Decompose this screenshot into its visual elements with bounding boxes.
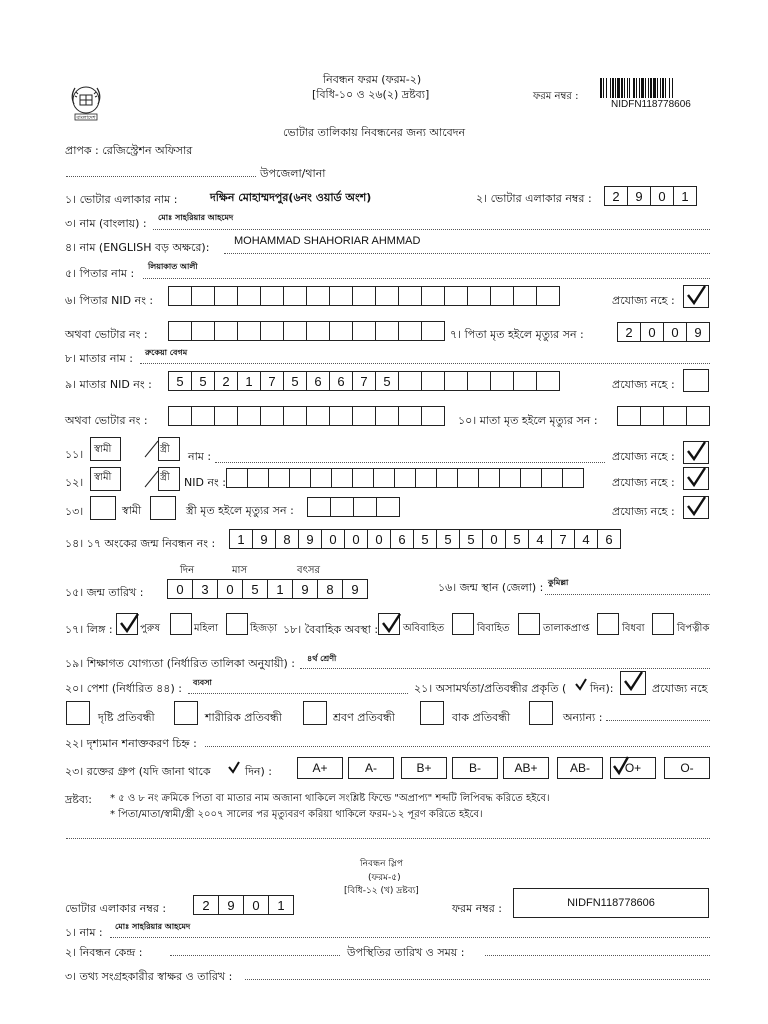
checkmark-icon	[574, 677, 588, 691]
digit-box[interactable]: 0	[321, 529, 345, 549]
marital-widower-label: বিপত্নীক	[677, 623, 710, 634]
disability-speech-label: বাক প্রতিবন্ধী	[452, 711, 511, 724]
birth-reg-boxes[interactable]	[229, 529, 621, 549]
blood-group-abpos[interactable]: AB+	[503, 757, 549, 779]
marital-unmarried-checkbox[interactable]	[378, 613, 400, 635]
checkmark-icon	[622, 670, 644, 692]
digit-box[interactable]: 0	[167, 579, 193, 599]
digit-box[interactable]: 9	[686, 322, 710, 342]
voter-area-name-label: ১। ভোটার এলাকার নাম :	[65, 193, 178, 206]
digit-box[interactable]	[352, 286, 376, 306]
blood-group-apos[interactable]: A+	[297, 757, 343, 779]
disability-other-checkbox[interactable]	[529, 701, 553, 725]
slip-area-no-label: ভোটার এলাকার নম্বর :	[65, 902, 167, 915]
digit-box[interactable]: 0	[640, 322, 664, 342]
spouse-nid-label: NID নং :	[184, 476, 226, 489]
spouse-name-na-label: প্রযোজ্য নহে :	[612, 450, 675, 463]
blood-group-label: ২৩। রক্তের গ্রুপ (যদি জানা থাকে	[65, 765, 211, 778]
birth-place-value[interactable]: কুমিল্লা	[548, 578, 569, 587]
digit-box[interactable]	[310, 468, 332, 488]
digit-box[interactable]: 8	[317, 579, 343, 599]
digit-box[interactable]	[499, 468, 521, 488]
digit-box[interactable]	[398, 371, 422, 391]
father-name-label: ৫। পিতার নাম :	[65, 267, 135, 280]
digit-box[interactable]	[331, 468, 353, 488]
mother-nid-na-label: প্রযোজ্য নহে :	[612, 378, 675, 391]
digit-box[interactable]	[306, 286, 330, 306]
mother-na-checkbox[interactable]	[683, 369, 709, 392]
digit-box[interactable]: 0	[482, 529, 506, 549]
digit-box[interactable]: 5	[242, 579, 268, 599]
occupation-label: ২০। পেশা (নির্ধারিত ৪৪) :	[65, 682, 182, 695]
digit-box[interactable]	[421, 286, 445, 306]
disability-label: ২১। অসামর্থতা/প্রতিবন্ধীর প্রকৃতি (	[414, 682, 567, 695]
digit-box[interactable]	[306, 406, 330, 426]
spouse-nid-number: ১২।	[65, 476, 84, 489]
marital-widow-label: বিধবা	[622, 623, 645, 634]
marital-label: ১৮। বৈবাহিক অবস্থা :	[283, 623, 379, 636]
digit-box[interactable]: 7	[260, 371, 284, 391]
digit-box[interactable]	[247, 468, 269, 488]
father-nid-boxes[interactable]	[168, 286, 560, 306]
digit-box[interactable]	[329, 321, 353, 341]
spouse-nid-boxes[interactable]	[226, 468, 584, 488]
digit-box[interactable]	[436, 468, 458, 488]
digit-box[interactable]: 2	[604, 186, 628, 206]
digit-box[interactable]	[352, 321, 376, 341]
father-na-checkbox[interactable]	[683, 285, 709, 308]
digit-box[interactable]: 1	[267, 579, 293, 599]
note-2: * পিতা/মাতা/স্বামী/স্ত্রী ২০০৭ সালের পর মৃত্যুবরণ করিয়া থাকিলে ফরম-১২ পূরণ করিতে হইবে।	[110, 809, 483, 820]
digit-box[interactable]: 2	[214, 371, 238, 391]
digit-box[interactable]	[168, 321, 192, 341]
digit-box[interactable]: 1	[229, 529, 253, 549]
digit-box[interactable]	[289, 468, 311, 488]
father-nid-label: ৬। পিতার NID নং :	[65, 294, 154, 307]
digit-box[interactable]: 5	[413, 529, 437, 549]
marital-married-checkbox[interactable]	[452, 613, 474, 635]
digit-box[interactable]	[415, 468, 437, 488]
digit-box[interactable]	[394, 468, 416, 488]
digit-box[interactable]	[260, 406, 284, 426]
blood-group-label-end: দিন) :	[245, 765, 272, 778]
spouse-nid-na-checkbox[interactable]	[683, 467, 709, 490]
digit-box[interactable]	[541, 468, 563, 488]
spouse-nid-na-label: প্রযোজ্য নহে :	[612, 476, 675, 489]
digit-box[interactable]: 5	[375, 371, 399, 391]
disability-speech-checkbox[interactable]	[420, 701, 444, 725]
disability-na-checkbox[interactable]	[620, 671, 646, 695]
digit-box[interactable]: 5	[459, 529, 483, 549]
birth-place-label: ১৬। জন্ম স্থান (জেলা) :	[438, 581, 544, 594]
digit-box[interactable]	[237, 286, 261, 306]
digit-box[interactable]	[329, 286, 353, 306]
marital-married-label: বিবাহিত	[477, 623, 510, 634]
digit-box[interactable]	[467, 286, 491, 306]
digit-box[interactable]	[478, 468, 500, 488]
spouse-nid-wife[interactable]: স্ত্রী	[160, 472, 170, 483]
voter-area-name-value[interactable]: দক্ষিন মোহাম্মদপুর(৬নং ওয়ার্ড অংশ)	[210, 191, 372, 204]
form-rule: [বিধি-১০ ও ২৬(২) দ্রষ্টব্য]	[312, 88, 430, 101]
digit-box[interactable]: 1	[268, 895, 294, 915]
digit-box[interactable]	[214, 406, 238, 426]
voter-area-number-boxes[interactable]	[604, 186, 697, 206]
spouse-name-label: নাম :	[188, 450, 212, 463]
spouse-death-wife-checkbox[interactable]	[150, 496, 176, 520]
checkmark-icon	[685, 440, 707, 462]
digit-box[interactable]	[536, 371, 560, 391]
digit-box[interactable]: 9	[292, 579, 318, 599]
digit-box[interactable]	[375, 406, 399, 426]
digit-box[interactable]	[617, 406, 641, 426]
digit-box[interactable]	[490, 371, 514, 391]
digit-box[interactable]	[562, 468, 584, 488]
digit-box[interactable]: 0	[663, 322, 687, 342]
digit-box[interactable]	[398, 286, 422, 306]
digit-box[interactable]: 0	[650, 186, 674, 206]
digit-box[interactable]	[421, 406, 445, 426]
digit-box[interactable]	[457, 468, 479, 488]
digit-box[interactable]: 6	[390, 529, 414, 549]
digit-box[interactable]	[640, 406, 664, 426]
identification-mark-label: ২২। দৃশ্যমান শনাক্তকরণ চিহ্ন :	[65, 737, 197, 750]
digit-box[interactable]	[283, 406, 307, 426]
application-title: ভোটার তালিকায় নিবন্ধনের জন্য আবেদন	[283, 126, 466, 139]
slip-form-no: (ফরম-৫)	[368, 873, 401, 883]
digit-box[interactable]	[686, 406, 710, 426]
digit-box[interactable]	[214, 321, 238, 341]
digit-box[interactable]	[307, 497, 331, 517]
marital-widow-checkbox[interactable]	[597, 613, 619, 635]
barcode	[600, 78, 714, 98]
checkmark-icon	[685, 495, 707, 517]
name-bangla-label: ৩। নাম (বাংলায়) :	[65, 217, 147, 230]
slip-center-label: ২। নিবন্ধন কেন্দ্র :	[65, 946, 143, 959]
digit-box[interactable]: 4	[528, 529, 552, 549]
disability-physical-label: শারীরিক প্রতিবন্ধী	[205, 711, 282, 724]
note-1: * ৫ ও ৮ নং ক্রমিকে পিতা বা মাতার নাম অজানা থাকিলে সংশ্লিষ্ট ফিল্ডে "অপ্রাপ্য" শব্দটি লিপিবদ্ধ করিতে হইবে।	[110, 793, 550, 804]
spouse-death-husband-label: স্বামী	[122, 504, 142, 517]
marital-divorced-checkbox[interactable]	[518, 613, 540, 635]
spouse-name-na-checkbox[interactable]	[683, 441, 709, 464]
marital-divorced-label: তালাকপ্রাপ্ত	[543, 623, 590, 634]
digit-box[interactable]: 0	[217, 579, 243, 599]
checkmark-icon	[118, 612, 140, 634]
digit-box[interactable]: 8	[275, 529, 299, 549]
disability-visual-checkbox[interactable]	[66, 701, 90, 725]
spouse-death-year-boxes[interactable]	[307, 497, 400, 517]
digit-box[interactable]: 7	[352, 371, 376, 391]
slip-attendance-label: উপস্থিতির তারিখ ও সময় :	[347, 946, 465, 959]
gender-label: ১৭। লিঙ্গ :	[65, 623, 113, 636]
slip-form-no-label: ফরম নম্বর :	[452, 902, 502, 915]
digit-box[interactable]: 0	[243, 895, 269, 915]
marital-widower-checkbox[interactable]	[652, 613, 674, 635]
slip-signature-label: ৩। তথ্য সংগ্রহকারীর স্বাক্ষর ও তারিখ :	[65, 970, 233, 983]
spouse-death-number: ১৩।	[65, 505, 84, 518]
digit-box[interactable]: 9	[252, 529, 276, 549]
occupation-value[interactable]: ব্যবসা	[193, 678, 212, 687]
name-bangla-value[interactable]: মোঃ সাহরিয়ার আহমেদ	[158, 213, 234, 222]
checkmark-icon	[612, 756, 630, 776]
digit-box[interactable]	[513, 371, 537, 391]
spouse-name-husband[interactable]: স্বামী	[94, 444, 112, 455]
mother-death-year-label: ১০। মাতা মৃত হইলে মৃত্যুর সন :	[458, 414, 598, 427]
dob-month-heading: মাস	[232, 565, 248, 576]
disability-na-label: প্রযোজ্য নহে	[652, 682, 708, 695]
digit-box[interactable]	[373, 468, 395, 488]
blood-group-bpos[interactable]: B+	[401, 757, 447, 779]
disability-other-label: অন্যান্য :	[563, 711, 603, 724]
recipient: প্রাপক : রেজিস্ট্রেশন অফিসার	[65, 144, 193, 157]
spouse-death-na-checkbox[interactable]	[683, 496, 709, 519]
logo-caption: বাংলাদেশ	[76, 115, 96, 121]
blood-group-bneg[interactable]: B-	[452, 757, 498, 779]
dob-label: ১৫। জন্ম তারিখ :	[65, 586, 144, 599]
gender-female-label: মহিলা	[194, 623, 219, 634]
digit-box[interactable]: 0	[367, 529, 391, 549]
digit-box[interactable]	[283, 286, 307, 306]
disability-hearing-checkbox[interactable]	[303, 701, 327, 725]
mother-voter-no-label: অথবা ভোটার নং :	[65, 414, 148, 427]
digit-box[interactable]	[513, 286, 537, 306]
digit-box[interactable]	[375, 321, 399, 341]
digit-box[interactable]	[191, 321, 215, 341]
digit-box[interactable]	[421, 371, 445, 391]
digit-box[interactable]	[191, 286, 215, 306]
slip-rule: [বিধি-১২ (খ) দ্রষ্টব্য]	[344, 886, 419, 896]
father-death-year-label: ৭। পিতা মৃত হইলে মৃত্যুর সন :	[450, 328, 584, 341]
digit-box[interactable]: 6	[306, 371, 330, 391]
slip-name-label: ১। নাম :	[65, 926, 103, 939]
digit-box[interactable]: 9	[218, 895, 244, 915]
digit-box[interactable]	[268, 468, 290, 488]
digit-box[interactable]	[352, 406, 376, 426]
digit-box[interactable]: 1	[673, 186, 697, 206]
digit-box[interactable]	[444, 286, 468, 306]
digit-box[interactable]	[260, 321, 284, 341]
spouse-death-husband-checkbox[interactable]	[90, 496, 116, 520]
blood-group-aneg[interactable]: A-	[348, 757, 394, 779]
upazila-label: উপজেলা/থানা	[260, 167, 326, 180]
digit-box[interactable]	[330, 497, 354, 517]
digit-box[interactable]	[237, 406, 261, 426]
digit-box[interactable]: 9	[342, 579, 368, 599]
digit-box[interactable]	[191, 406, 215, 426]
form-title: নিবন্ধন ফরম (ফরম-২)	[323, 73, 422, 86]
digit-box[interactable]	[168, 286, 192, 306]
father-death-year-boxes[interactable]	[617, 322, 710, 342]
digit-box[interactable]: 5	[436, 529, 460, 549]
education-label: ১৯। শিক্ষাগত যোগ্যতা (নির্ধারিত তালিকা অনুযায়ী) :	[65, 657, 295, 670]
digit-box[interactable]: 5	[191, 371, 215, 391]
father-voter-no-boxes[interactable]	[168, 321, 445, 341]
gender-hijra-checkbox[interactable]	[226, 613, 248, 635]
spouse-name-wife[interactable]: স্ত্রী	[160, 444, 170, 455]
digit-box[interactable]	[467, 371, 491, 391]
digit-box[interactable]	[168, 406, 192, 426]
dob-day-heading: দিন	[180, 565, 195, 576]
slip-form-no-value[interactable]: NIDFN118778606	[513, 888, 709, 918]
digit-box[interactable]	[353, 497, 377, 517]
digit-box[interactable]	[421, 321, 445, 341]
birth-reg-label: ১৪। ১৭ অংকের জন্ম নিবন্ধন নং :	[65, 537, 216, 550]
father-nid-na-label: প্রযোজ্য নহে :	[612, 294, 675, 307]
digit-box[interactable]	[283, 321, 307, 341]
digit-box[interactable]: 5	[168, 371, 192, 391]
blood-group-opos[interactable]: O+	[610, 757, 656, 779]
marital-unmarried-label: অবিবাহিত	[403, 623, 445, 634]
digit-box[interactable]	[520, 468, 542, 488]
spouse-death-wife-label: স্ত্রী মৃত হইলে মৃত্যুর সন :	[186, 504, 294, 517]
digit-box[interactable]	[352, 468, 374, 488]
digit-box[interactable]: 3	[192, 579, 218, 599]
mother-name-label: ৮। মাতার নাম :	[65, 352, 133, 365]
digit-box[interactable]: 0	[344, 529, 368, 549]
digit-box[interactable]: 5	[505, 529, 529, 549]
blood-group-abneg[interactable]: AB-	[557, 757, 603, 779]
digit-box[interactable]	[226, 468, 248, 488]
form-number-label: ফরম নম্বর :	[533, 91, 579, 102]
spouse-name-number: ১১।	[65, 448, 84, 461]
gender-male-checkbox[interactable]	[116, 613, 138, 635]
digit-box[interactable]	[214, 286, 238, 306]
digit-box[interactable]: 2	[617, 322, 641, 342]
digit-box[interactable]	[375, 286, 399, 306]
disability-physical-checkbox[interactable]	[174, 701, 198, 725]
digit-box[interactable]	[663, 406, 687, 426]
note-label: দ্রষ্টব্য:	[65, 793, 92, 806]
digit-box[interactable]	[536, 286, 560, 306]
checkmark-icon	[685, 466, 707, 488]
voter-area-number-label: ২। ভোটার এলাকার নম্বর :	[476, 192, 592, 205]
checkmark-icon	[227, 760, 241, 774]
mother-death-year-boxes[interactable]	[617, 406, 710, 426]
gender-hijra-label: হিজড়া	[250, 623, 278, 634]
disability-visual-label: দৃষ্টি প্রতিবন্ধী	[98, 711, 155, 724]
blood-group-oneg[interactable]: O-	[664, 757, 710, 779]
digit-box[interactable]	[306, 321, 330, 341]
mother-nid-label: ৯। মাতার NID নং :	[65, 378, 152, 391]
slip-area-no-boxes[interactable]	[193, 895, 294, 915]
digit-box[interactable]	[237, 321, 261, 341]
digit-box[interactable]	[329, 406, 353, 426]
gender-male-label: পুরুষ	[140, 623, 160, 634]
disability-hearing-label: শ্রবণ প্রতিবন্ধী	[333, 711, 395, 724]
digit-box[interactable]	[376, 497, 400, 517]
digit-box[interactable]: 9	[627, 186, 651, 206]
mother-voter-no-boxes[interactable]	[168, 406, 445, 426]
digit-box[interactable]: 6	[329, 371, 353, 391]
digit-box[interactable]: 7	[551, 529, 575, 549]
slip-name-value[interactable]: মোঃ সাহরিয়ার আহমেদ	[115, 922, 191, 931]
digit-box[interactable]: 9	[298, 529, 322, 549]
digit-box[interactable]	[444, 371, 468, 391]
digit-box[interactable]	[398, 321, 422, 341]
dob-year-heading: বৎসর	[297, 565, 321, 576]
name-english-label: ৪। নাম (ENGLISH বড় অক্ষরে):	[65, 241, 210, 254]
dob-boxes[interactable]	[167, 579, 368, 599]
digit-box[interactable]	[260, 286, 284, 306]
mother-nid-boxes[interactable]	[168, 371, 560, 391]
education-value[interactable]: ৪র্থ শ্রেণী	[307, 654, 337, 663]
digit-box[interactable]	[490, 286, 514, 306]
name-english-value[interactable]: MOHAMMAD SHAHORIAR AHMMAD	[234, 235, 421, 247]
father-name-value[interactable]: লিয়াকাত আলী	[148, 262, 198, 271]
disability-label-end: দিন):	[590, 682, 614, 695]
mother-name-value[interactable]: রুকেয়া বেগম	[145, 348, 188, 357]
spouse-nid-husband[interactable]: স্বামী	[94, 472, 112, 483]
digit-box[interactable]: 6	[597, 529, 621, 549]
digit-box[interactable]	[398, 406, 422, 426]
checkmark-icon	[685, 284, 707, 306]
father-voter-no-label: অথবা ভোটার নং :	[65, 328, 148, 341]
digit-box[interactable]: 2	[193, 895, 219, 915]
digit-box[interactable]: 4	[574, 529, 598, 549]
digit-box[interactable]: 5	[283, 371, 307, 391]
spouse-death-na-label: প্রযোজ্য নহে :	[612, 505, 675, 518]
gender-female-checkbox[interactable]	[170, 613, 192, 635]
slip-title: নিবন্ধন স্লিপ	[360, 859, 403, 869]
digit-box[interactable]: 1	[237, 371, 261, 391]
barcode-number: NIDFN118778606	[611, 99, 691, 110]
checkmark-icon	[380, 612, 402, 634]
